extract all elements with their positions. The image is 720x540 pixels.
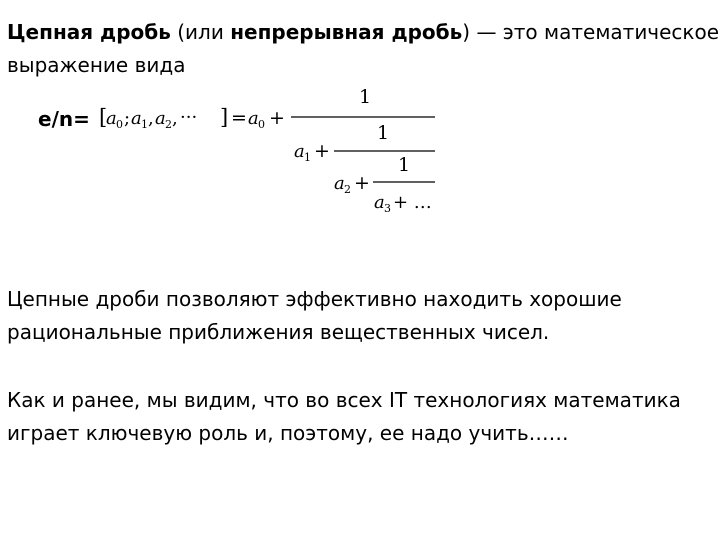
sub-3: 3 [384,202,391,214]
comma-2: , [172,108,178,129]
equals-sign: = [231,107,247,129]
paragraph2-line1: Цепные дроби позволяют эффективно находить хорошие [7,287,622,311]
intro-text-a: (или [170,20,231,44]
numerator-2: 1 [377,122,390,144]
bracket-close: ] [220,105,229,129]
term-continued-fraction: Цепная дробь [7,20,171,44]
intro-line-2: выражение вида [7,53,186,77]
sub-1-level1: 1 [304,151,311,164]
rhs-sub-0: 0 [258,118,265,131]
intro-text-b: ) — это математическое [462,20,720,44]
var-a1-level1: a [294,141,305,162]
sub-1: 1 [141,118,148,131]
paragraph3-line2: играет ключевую роль и, поэтому, ее надо учить…… [7,421,569,445]
numerator-1: 1 [359,86,372,108]
bracket-open: [ [99,105,108,129]
plus-2: + [314,140,330,162]
rhs-var-a0: a [248,108,259,129]
semicolon: ; [124,108,131,129]
sub-2-level2: 2 [344,183,351,196]
plus-3: + [354,172,370,194]
sub-0: 0 [116,118,123,131]
sub-2: 2 [165,118,172,131]
intro-paragraph [7,16,719,82]
var-a3: a [374,192,385,213]
paragraph3-line1: Как и ранее, мы видим, что во всех IT технологиях математика [7,388,681,412]
paragraph2-line2: рациональные приближения вещественных чисел. [7,320,550,344]
var-a2: a [155,108,166,129]
term-alternative-name: непрерывная дробь [230,20,463,44]
plus-1: + [269,107,285,129]
equation-label: e/n= [38,107,90,131]
paragraph-it-math [7,384,681,450]
trailing-ellipsis: + … [393,192,432,213]
inline-dots: ··· [180,107,198,128]
var-a2-level2: a [334,173,345,194]
comma-1: , [148,108,154,129]
numerator-3: 1 [398,154,411,176]
paragraph-approximations [7,283,622,349]
var-a0: a [106,108,117,129]
var-a1: a [131,108,142,129]
continued-fraction-formula [95,84,445,214]
